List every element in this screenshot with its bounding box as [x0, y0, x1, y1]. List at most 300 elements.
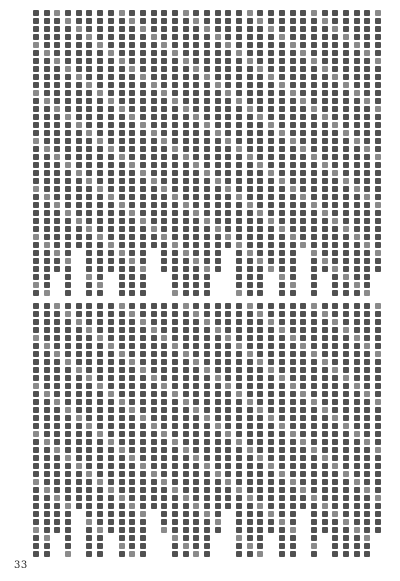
lower-glyph — [183, 455, 189, 461]
lower-glyph — [343, 439, 349, 445]
lower-glyph — [247, 423, 253, 429]
lower-glyph — [161, 383, 167, 389]
lower-glyph — [33, 511, 39, 517]
lower-glyph — [76, 391, 82, 397]
upper-glyph — [33, 242, 39, 248]
lower-glyph — [119, 535, 125, 541]
upper-glyph — [268, 242, 274, 248]
lower-glyph — [322, 423, 328, 429]
lower-glyph — [76, 479, 82, 485]
lower-glyph — [204, 527, 210, 533]
upper-glyph — [343, 98, 349, 104]
upper-glyph — [161, 114, 167, 120]
upper-glyph — [364, 82, 370, 88]
lower-glyph — [290, 359, 296, 365]
lower-glyph — [311, 303, 317, 309]
lower-glyph — [183, 487, 189, 493]
lower-glyph — [332, 367, 338, 373]
upper-glyph — [76, 194, 82, 200]
lower-glyph — [364, 463, 370, 469]
lower-glyph — [375, 343, 381, 349]
lower-glyph — [108, 311, 114, 317]
lower-glyph — [364, 495, 370, 501]
lower-glyph — [364, 399, 370, 405]
upper-glyph — [65, 82, 71, 88]
lower-glyph — [140, 415, 146, 421]
upper-glyph — [279, 58, 285, 64]
lower-glyph — [151, 431, 157, 437]
lower-glyph — [161, 463, 167, 469]
lower-glyph — [290, 455, 296, 461]
upper-glyph — [332, 218, 338, 224]
upper-glyph — [76, 138, 82, 144]
upper-glyph — [108, 242, 114, 248]
upper-glyph — [300, 122, 306, 128]
lower-glyph — [65, 447, 71, 453]
upper-glyph — [108, 90, 114, 96]
upper-glyph — [129, 242, 135, 248]
lower-glyph — [364, 487, 370, 493]
upper-glyph — [129, 42, 135, 48]
lower-glyph — [257, 359, 263, 365]
lower-glyph — [151, 463, 157, 469]
upper-glyph — [290, 90, 296, 96]
lower-glyph — [225, 479, 231, 485]
lower-glyph — [268, 303, 274, 309]
upper-glyph — [108, 34, 114, 40]
lower-glyph — [140, 423, 146, 429]
lower-glyph — [193, 367, 199, 373]
upper-glyph — [151, 10, 157, 16]
upper-glyph — [172, 90, 178, 96]
upper-glyph — [86, 282, 92, 288]
upper-glyph — [311, 90, 317, 96]
upper-glyph — [33, 178, 39, 184]
lower-glyph — [236, 359, 242, 365]
upper-glyph — [332, 290, 338, 296]
lower-glyph — [119, 367, 125, 373]
lower-glyph — [97, 415, 103, 421]
lower-glyph — [65, 343, 71, 349]
upper-glyph — [140, 106, 146, 112]
upper-glyph — [225, 178, 231, 184]
lower-glyph — [183, 543, 189, 549]
upper-glyph — [119, 202, 125, 208]
upper-glyph — [33, 50, 39, 56]
lower-glyph — [322, 327, 328, 333]
lower-glyph — [172, 455, 178, 461]
lower-glyph — [204, 311, 210, 317]
upper-glyph — [247, 130, 253, 136]
lower-glyph — [279, 359, 285, 365]
lower-column — [150, 303, 158, 565]
lower-glyph — [193, 551, 199, 557]
upper-glyph — [322, 154, 328, 160]
upper-glyph — [236, 34, 242, 40]
lower-glyph — [151, 487, 157, 493]
upper-glyph — [322, 82, 328, 88]
upper-glyph — [268, 98, 274, 104]
upper-glyph — [129, 138, 135, 144]
lower-glyph — [354, 479, 360, 485]
lower-glyph — [225, 455, 231, 461]
upper-glyph — [290, 154, 296, 160]
lower-glyph — [151, 359, 157, 365]
lower-glyph — [76, 423, 82, 429]
upper-glyph — [257, 66, 263, 72]
upper-glyph — [290, 274, 296, 280]
upper-glyph — [65, 234, 71, 240]
upper-glyph — [343, 178, 349, 184]
upper-glyph — [257, 290, 263, 296]
upper-glyph — [140, 282, 146, 288]
lower-glyph — [129, 327, 135, 333]
upper-glyph — [215, 154, 221, 160]
upper-glyph — [129, 154, 135, 160]
upper-glyph — [290, 202, 296, 208]
upper-glyph — [193, 162, 199, 168]
lower-glyph — [215, 527, 221, 533]
upper-glyph — [322, 178, 328, 184]
lower-glyph — [300, 391, 306, 397]
upper-glyph — [161, 202, 167, 208]
lower-glyph — [97, 455, 103, 461]
upper-glyph — [161, 186, 167, 192]
lower-glyph — [76, 447, 82, 453]
lower-glyph — [375, 503, 381, 509]
lower-glyph — [322, 383, 328, 389]
upper-glyph — [322, 242, 328, 248]
upper-glyph — [311, 210, 317, 216]
upper-column — [32, 10, 40, 298]
upper-glyph — [300, 130, 306, 136]
upper-glyph — [364, 234, 370, 240]
upper-glyph — [322, 226, 328, 232]
upper-glyph — [76, 162, 82, 168]
upper-glyph — [354, 226, 360, 232]
lower-glyph — [193, 439, 199, 445]
upper-glyph — [33, 146, 39, 152]
upper-glyph — [354, 82, 360, 88]
lower-glyph — [54, 487, 60, 493]
upper-glyph — [161, 34, 167, 40]
lower-glyph — [183, 319, 189, 325]
lower-glyph — [193, 351, 199, 357]
upper-glyph — [140, 162, 146, 168]
lower-glyph — [290, 519, 296, 525]
upper-glyph — [183, 226, 189, 232]
upper-glyph — [108, 74, 114, 80]
lower-column — [310, 303, 318, 565]
upper-glyph — [193, 122, 199, 128]
upper-glyph — [44, 138, 50, 144]
lower-glyph — [257, 327, 263, 333]
lower-glyph — [183, 503, 189, 509]
upper-glyph — [322, 122, 328, 128]
upper-glyph — [65, 106, 71, 112]
upper-glyph — [129, 82, 135, 88]
lower-glyph — [193, 495, 199, 501]
lower-glyph — [236, 535, 242, 541]
lower-glyph — [161, 311, 167, 317]
upper-glyph — [236, 82, 242, 88]
upper-glyph — [151, 194, 157, 200]
upper-glyph — [290, 66, 296, 72]
lower-glyph — [76, 431, 82, 437]
upper-glyph — [119, 218, 125, 224]
upper-glyph — [86, 266, 92, 272]
lower-glyph — [279, 303, 285, 309]
lower-glyph — [183, 335, 189, 341]
lower-glyph — [140, 479, 146, 485]
upper-glyph — [97, 178, 103, 184]
upper-glyph — [257, 234, 263, 240]
upper-glyph — [375, 258, 381, 264]
lower-glyph — [97, 335, 103, 341]
upper-glyph — [257, 18, 263, 24]
upper-glyph — [183, 154, 189, 160]
upper-glyph — [290, 218, 296, 224]
upper-glyph — [129, 58, 135, 64]
lower-glyph — [97, 487, 103, 493]
lower-glyph — [140, 527, 146, 533]
upper-glyph — [76, 26, 82, 32]
upper-glyph — [311, 194, 317, 200]
lower-glyph — [97, 311, 103, 317]
upper-glyph — [225, 66, 231, 72]
lower-glyph — [129, 535, 135, 541]
lower-glyph — [129, 431, 135, 437]
lower-glyph — [268, 455, 274, 461]
lower-glyph — [76, 319, 82, 325]
upper-glyph — [65, 178, 71, 184]
upper-glyph — [86, 162, 92, 168]
upper-glyph — [247, 90, 253, 96]
lower-glyph — [354, 343, 360, 349]
lower-column — [32, 303, 40, 565]
lower-glyph — [183, 479, 189, 485]
lower-glyph — [364, 447, 370, 453]
lower-glyph — [322, 471, 328, 477]
lower-glyph — [225, 487, 231, 493]
upper-glyph — [354, 290, 360, 296]
upper-glyph — [140, 170, 146, 176]
lower-glyph — [33, 303, 39, 309]
upper-glyph — [65, 98, 71, 104]
upper-glyph — [97, 34, 103, 40]
lower-glyph — [311, 311, 317, 317]
upper-glyph — [151, 26, 157, 32]
lower-glyph — [33, 479, 39, 485]
upper-glyph — [311, 226, 317, 232]
lower-glyph — [204, 447, 210, 453]
lower-glyph — [54, 439, 60, 445]
lower-glyph — [86, 343, 92, 349]
lower-glyph — [279, 551, 285, 557]
lower-glyph — [86, 375, 92, 381]
upper-glyph — [108, 250, 114, 256]
lower-glyph — [311, 503, 317, 509]
lower-glyph — [65, 503, 71, 509]
lower-glyph — [183, 431, 189, 437]
lower-glyph — [290, 471, 296, 477]
upper-glyph — [172, 226, 178, 232]
lower-glyph — [108, 415, 114, 421]
upper-glyph — [183, 290, 189, 296]
upper-glyph — [364, 10, 370, 16]
upper-glyph — [257, 82, 263, 88]
upper-glyph — [86, 74, 92, 80]
lower-glyph — [311, 447, 317, 453]
upper-glyph — [65, 90, 71, 96]
upper-glyph — [311, 258, 317, 264]
lower-glyph — [183, 303, 189, 309]
upper-glyph — [204, 258, 210, 264]
upper-glyph — [354, 194, 360, 200]
upper-glyph — [236, 74, 242, 80]
lower-glyph — [161, 511, 167, 517]
upper-glyph — [290, 210, 296, 216]
upper-glyph — [225, 218, 231, 224]
upper-glyph — [140, 138, 146, 144]
upper-glyph — [290, 18, 296, 24]
upper-column — [299, 10, 307, 298]
lower-glyph — [193, 423, 199, 429]
upper-glyph — [268, 10, 274, 16]
upper-glyph — [364, 130, 370, 136]
upper-glyph — [322, 58, 328, 64]
upper-glyph — [65, 42, 71, 48]
lower-glyph — [86, 519, 92, 525]
upper-glyph — [193, 34, 199, 40]
upper-glyph — [279, 186, 285, 192]
upper-glyph — [44, 98, 50, 104]
lower-glyph — [172, 359, 178, 365]
upper-glyph — [257, 210, 263, 216]
lower-column — [363, 303, 371, 565]
upper-glyph — [300, 218, 306, 224]
lower-glyph — [300, 399, 306, 405]
upper-glyph — [311, 34, 317, 40]
lower-glyph — [247, 463, 253, 469]
lower-glyph — [140, 327, 146, 333]
lower-glyph — [268, 335, 274, 341]
lower-glyph — [54, 399, 60, 405]
upper-glyph — [172, 34, 178, 40]
upper-glyph — [311, 162, 317, 168]
upper-glyph — [140, 10, 146, 16]
upper-glyph — [322, 186, 328, 192]
lower-glyph — [97, 479, 103, 485]
upper-glyph — [236, 106, 242, 112]
lower-glyph — [375, 439, 381, 445]
lower-glyph — [108, 431, 114, 437]
upper-glyph — [54, 82, 60, 88]
lower-glyph — [215, 351, 221, 357]
upper-glyph — [332, 282, 338, 288]
upper-glyph — [332, 42, 338, 48]
lower-glyph — [257, 503, 263, 509]
upper-glyph — [279, 234, 285, 240]
lower-glyph — [54, 407, 60, 413]
lower-glyph — [332, 327, 338, 333]
upper-glyph — [322, 234, 328, 240]
upper-glyph — [225, 242, 231, 248]
upper-glyph — [193, 250, 199, 256]
lower-glyph — [129, 503, 135, 509]
upper-glyph — [225, 186, 231, 192]
lower-glyph — [119, 439, 125, 445]
upper-glyph — [322, 90, 328, 96]
upper-glyph — [322, 42, 328, 48]
upper-glyph — [172, 154, 178, 160]
lower-glyph — [193, 463, 199, 469]
lower-glyph — [97, 383, 103, 389]
lower-glyph — [54, 495, 60, 501]
lower-glyph — [332, 343, 338, 349]
upper-glyph — [172, 98, 178, 104]
upper-glyph — [193, 202, 199, 208]
lower-glyph — [225, 391, 231, 397]
upper-glyph — [215, 74, 221, 80]
lower-glyph — [44, 343, 50, 349]
lower-glyph — [44, 471, 50, 477]
lower-glyph — [33, 391, 39, 397]
lower-glyph — [86, 495, 92, 501]
lower-glyph — [172, 479, 178, 485]
lower-glyph — [108, 447, 114, 453]
lower-glyph — [300, 471, 306, 477]
lower-glyph — [86, 327, 92, 333]
lower-glyph — [268, 439, 274, 445]
lower-glyph — [140, 383, 146, 389]
lower-glyph — [193, 503, 199, 509]
upper-glyph — [204, 106, 210, 112]
lower-glyph — [279, 431, 285, 437]
lower-glyph — [172, 311, 178, 317]
upper-glyph — [247, 218, 253, 224]
lower-glyph — [161, 423, 167, 429]
lower-glyph — [140, 311, 146, 317]
lower-glyph — [204, 359, 210, 365]
lower-glyph — [193, 375, 199, 381]
upper-glyph — [247, 82, 253, 88]
lower-glyph — [300, 327, 306, 333]
lower-glyph — [129, 399, 135, 405]
lower-glyph — [193, 391, 199, 397]
lower-glyph — [247, 391, 253, 397]
lower-glyph — [332, 495, 338, 501]
lower-glyph — [151, 335, 157, 341]
lower-glyph — [204, 535, 210, 541]
upper-glyph — [332, 90, 338, 96]
lower-glyph — [97, 439, 103, 445]
upper-glyph — [257, 250, 263, 256]
upper-glyph — [375, 42, 381, 48]
lower-glyph — [108, 439, 114, 445]
lower-glyph — [65, 511, 71, 517]
upper-glyph — [279, 122, 285, 128]
upper-glyph — [332, 258, 338, 264]
lower-glyph — [119, 431, 125, 437]
upper-glyph — [268, 226, 274, 232]
lower-glyph — [44, 519, 50, 525]
upper-glyph — [33, 162, 39, 168]
upper-glyph — [204, 266, 210, 272]
lower-glyph — [354, 303, 360, 309]
lower-glyph — [204, 343, 210, 349]
upper-glyph — [54, 106, 60, 112]
